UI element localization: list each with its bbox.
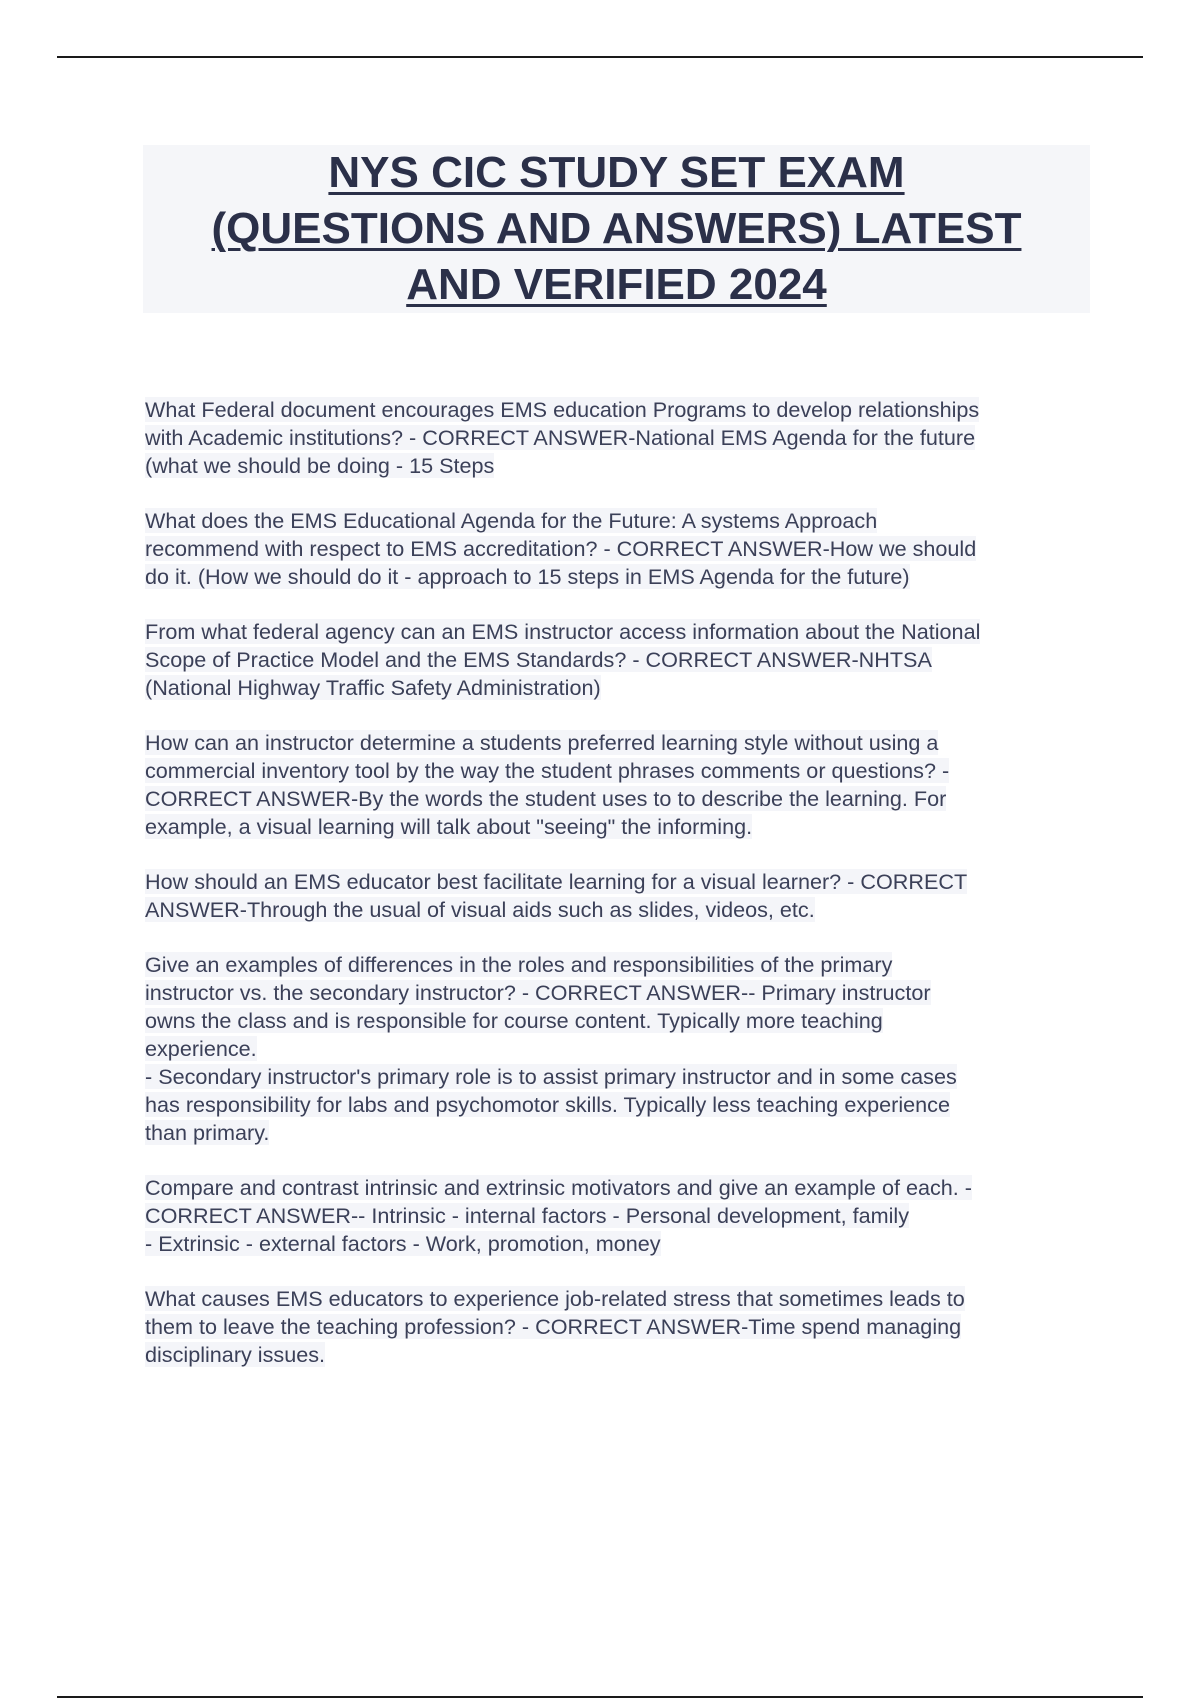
qa-text: How can an instructor determine a students preferred learning style without using a commercial inventory tool by the way the student phrases comments or questions? - CORRECT ANSWER-By the words the student uses to to describe the learning. For example, a visual learning will talk about "seeing" the informing.	[145, 730, 950, 839]
title-line-3: AND VERIFIED 2024	[406, 260, 827, 309]
top-rule	[57, 56, 1143, 58]
qa-item	[145, 507, 1090, 591]
qa-text: How should an EMS educator best facilitate learning for a visual learner? - CORRECT ANSWER-Through the usual of visual aids such as slides, videos, etc.	[145, 869, 968, 922]
title-line-1: NYS CIC STUDY SET EXAM	[328, 148, 905, 197]
qa-text: Compare and contrast intrinsic and extrinsic motivators and give an example of each. - CORRECT ANSWER-- Intrinsic - internal factors - Personal development, family - Extrinsic - external factors - Work, promotion, money	[145, 1175, 972, 1256]
qa-text: What does the EMS Educational Agenda for the Future: A systems Approach recommend with respect to EMS accreditation? - CORRECT ANSWER-How we should do it. (How we should do it - approach to 15 steps in EMS Agenda for the future)	[145, 508, 977, 589]
qa-item	[145, 729, 1090, 841]
title-line-2: (QUESTIONS AND ANSWERS) LATEST	[211, 204, 1022, 253]
qa-list	[145, 396, 1090, 1396]
qa-item	[145, 1174, 1090, 1258]
qa-text: What Federal document encourages EMS education Programs to develop relationships with Academic institutions? - CORRECT ANSWER-National EMS Agenda for the future (what we should be doing - 15 Steps	[145, 397, 980, 478]
bottom-rule	[57, 1696, 1143, 1698]
qa-text: Give an examples of differences in the roles and responsibilities of the primary instructor vs. the secondary instructor? - CORRECT ANSWER-- Primary instructor owns the class and is responsible for course content. Typically more teaching experience. - Secondary instructor's primary role is to assist primary instructor and in some cases has responsibility for labs and psychomotor skills. Typically less teaching experience than primary.	[145, 952, 957, 1145]
qa-item	[145, 618, 1090, 702]
qa-text: From what federal agency can an EMS instructor access information about the National Scope of Practice Model and the EMS Standards? - CORRECT ANSWER-NHTSA (National Highway Traffic Safety Administration)	[145, 619, 981, 700]
qa-text: What causes EMS educators to experience job-related stress that sometimes leads to them to leave the teaching profession? - CORRECT ANSWER-Time spend managing disciplinary issues.	[145, 1286, 965, 1367]
qa-item	[145, 396, 1090, 480]
qa-item	[145, 868, 1090, 924]
qa-item	[145, 951, 1090, 1147]
document-title	[143, 145, 1090, 313]
qa-item	[145, 1285, 1090, 1369]
